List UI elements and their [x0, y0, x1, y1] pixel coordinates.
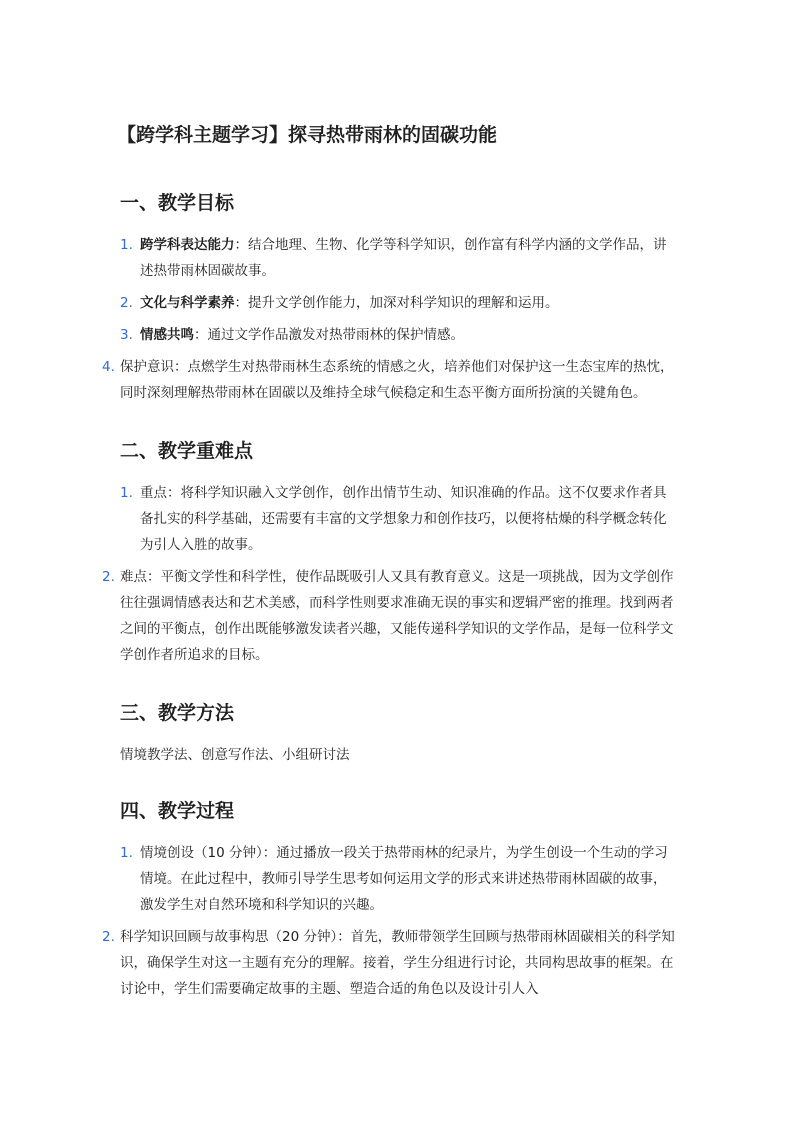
objectives-list [102, 232, 676, 406]
section-heading-methods: 三、教学方法 [120, 702, 235, 724]
list-number: 2. [120, 295, 133, 311]
section-heading-key-points: 二、教学重难点 [120, 440, 254, 462]
list-text: 保护意识：点燃学生对热带雨林生态系统的情感之火，培养他们对保护这一生态宝库的热忱，同时深刻理解热带雨林在固碳以及维持全球气候稳定和生态平衡方面所扮演的关键角色。 [120, 359, 674, 401]
list-text: 科学知识回顾与故事构思（20 分钟）：首先，教师带领学生回顾与热带雨林固碳相关的科学知识，确保学生对这一主题有充分的理解。接着，学生分组进行讨论，共同构思故事的框架。在讨论中，学生们需要确定故事的主题、塑造合适的角色以及设计引人入 [120, 929, 675, 997]
key-points-list [102, 480, 676, 668]
list-term: 跨学科表达能力 [140, 237, 235, 253]
list-item [120, 322, 676, 348]
methods-paragraph: 情境教学法、创意写作法、小组研讨法 [120, 747, 350, 763]
list-text: ：结合地理、生物、化学等科学知识，创作富有科学内涵的文学作品，讲述热带雨林固碳故事。 [140, 237, 667, 279]
section-heading-process: 四、教学过程 [120, 800, 235, 822]
list-number: 2. [102, 929, 115, 945]
list-term: 文化与科学素养 [140, 295, 235, 311]
list-number: 4. [102, 359, 115, 375]
document-page [102, 118, 676, 1032]
list-item [120, 232, 676, 284]
list-item [120, 290, 676, 316]
process-list [102, 840, 676, 1002]
list-item [102, 354, 676, 406]
list-text: ：提升文学创作能力，加深对科学知识的理解和运用。 [234, 295, 559, 311]
list-text: 情境创设（10 分钟）：通过播放一段关于热带雨林的纪录片，为学生创设一个生动的学习情境。在此过程中，教师引导学生思考如何运用文学的形式来讲述热带雨林固碳的故事，激发学生对自然环境和科学知识的兴趣。 [140, 845, 668, 913]
list-number: 2. [102, 569, 115, 585]
list-item [120, 840, 676, 918]
list-number: 1. [120, 237, 133, 253]
list-text: ：通过文学作品激发对热带雨林的保护情感。 [194, 327, 464, 343]
list-item [102, 564, 676, 668]
document-title: 【跨学科主题学习】探寻热带雨林的固碳功能 [117, 124, 498, 146]
list-text: 重点：将科学知识融入文学创作，创作出情节生动、知识准确的作品。这不仅要求作者具备扎实的科学基础，还需要有丰富的文学想象力和创作技巧，以便将枯燥的科学概念转化为引人入胜的故事。 [140, 485, 667, 553]
list-term: 情感共鸣 [140, 327, 194, 343]
list-text: 难点：平衡文学性和科学性，使作品既吸引人又具有教育意义。这是一项挑战，因为文学创作往往强调情感表达和艺术美感，而科学性则要求准确无误的事实和逻辑严密的推理。找到两者之间的平衡点，创作出既能够激发读者兴趣，又能传递科学知识的文学作品，是每一位科学文学创作者所追求的目标。 [120, 569, 674, 663]
list-number: 1. [120, 845, 133, 861]
list-item [102, 924, 676, 1002]
list-number: 3. [120, 327, 133, 343]
list-number: 1. [120, 485, 133, 501]
list-item [120, 480, 676, 558]
section-heading-objectives: 一、教学目标 [120, 192, 235, 214]
